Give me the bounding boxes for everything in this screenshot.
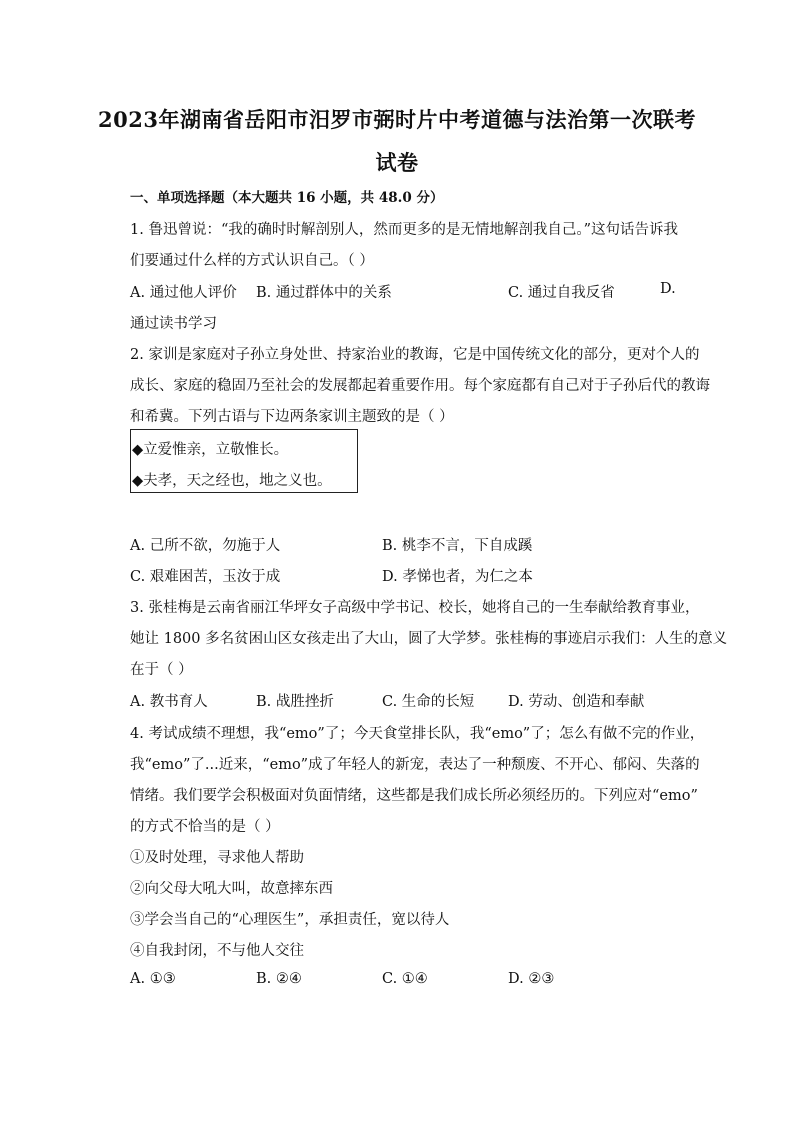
q2-option-a: A. 己所不欲，勿施于人 [130, 538, 281, 554]
q4-option-c: C. ①④ [382, 971, 428, 987]
q3-option-c: C. 生命的长短 [382, 694, 475, 710]
q1-option-b: B. 通过群体中的关系 [256, 285, 392, 301]
q2-option-d: D. 孝悌也者，为仁之本 [382, 569, 533, 585]
q1-option-a: A. 通过他人评价 [130, 285, 237, 301]
q2-option-c: C. 艰难困苦，玉汝于成 [130, 569, 281, 585]
q3-option-b: B. 战胜挫折 [256, 694, 334, 710]
q4-item-1: ①及时处理，寻求他人帮助 [130, 850, 304, 866]
q1-stem-line1: 1. 鲁迅曾说：“我的确时时解剖别人，然而更多的是无情地解剖我自己。”这句话告诉我 [130, 222, 679, 238]
q3-stem-line2: 她让 1800 多名贫困山区女孩走出了大山，圆了大学梦。张桂梅的事迹启示我们：人生的意义 [130, 631, 728, 647]
q3-stem-line1: 3. 张桂梅是云南省丽江华坪女子高级中学书记、校长，她将自己的一生奉献给教育事业， [130, 600, 700, 616]
q1-option-c: C. 通过自我反省 [508, 285, 615, 301]
q4-stem-line2: 我“emo”了...近来，“emo”成了年轻人的新宠，表达了一种颓废、不开心、郁闷、失落的 [130, 757, 700, 773]
q4-option-a: A. ①③ [130, 971, 176, 987]
q4-option-b: B. ②④ [256, 971, 302, 987]
q2-stem-line1: 2. 家训是家庭对子孙立身处世、持家治业的教诲，它是中国传统文化的部分，更对个人的 [130, 347, 700, 363]
q1-option-d-text: 通过读书学习 [130, 316, 217, 332]
q1-stem-line2: 们要通过什么样的方式认识自己。（ ） [130, 253, 374, 269]
q4-item-2: ②向父母大吼大叫，故意摔东西 [130, 881, 333, 897]
q2-option-b: B. 桃李不言，下自成蹊 [382, 538, 533, 554]
q4-option-d: D. ②③ [508, 971, 555, 987]
q3-option-d: D. 劳动、创造和奉献 [508, 694, 645, 710]
q2-stem-line2: 成长、家庭的稳固乃至社会的发展都起着重要作用。每个家庭都有自己对于子孙后代的教诲 [130, 378, 710, 394]
paper-title-line1: 2023年湖南省岳阳市汨罗市弼时片中考道德与法治第一次联考 [98, 107, 696, 132]
q2-box-line1: ◆立爱惟亲，立敬惟长。 [132, 442, 289, 458]
q1-option-d: D. [660, 281, 676, 297]
q3-stem-line3: 在于（ ） [130, 662, 193, 678]
section-header: 一、单项选择题（本大题共 16 小题，共 48.0 分） [130, 190, 444, 206]
paper-title-line2: 试卷 [375, 150, 419, 175]
q4-stem-line1: 4. 考试成绩不理想，我“emo”了；今天食堂排长队，我“emo”了；怎么有做不完的作业， [130, 726, 705, 742]
q3-option-a: A. 教书育人 [130, 694, 208, 710]
q4-stem-line4: 的方式不恰当的是（ ） [130, 819, 280, 835]
q4-item-4: ④自我封闭，不与他人交往 [130, 943, 304, 959]
q4-stem-line3: 情绪。我们要学会积极面对负面情绪，这些都是我们成长所必须经历的。下列应对“emo” [130, 788, 698, 804]
q4-item-3: ③学会当自己的“心理医生”，承担责任，宽以待人 [130, 912, 450, 928]
q2-stem-line3: 和希冀。下列古语与下边两条家训主题致的是（ ） [130, 409, 454, 425]
q2-box-line2: ◆夫孝，天之经也，地之义也。 [132, 473, 332, 489]
